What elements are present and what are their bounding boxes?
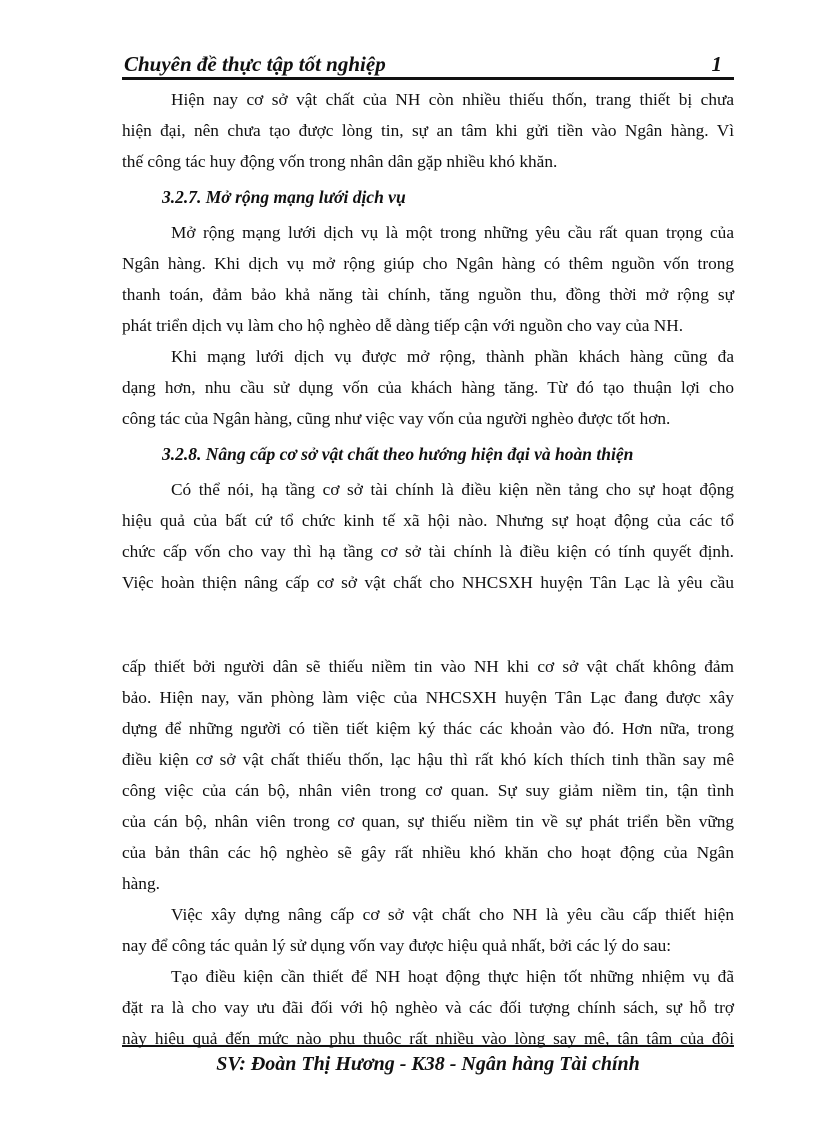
text-line: nay để công tác quản lý sử dụng vốn vay được hiệu quả nhất, bởi các lý do sau: — [122, 936, 672, 955]
header-divider — [122, 77, 734, 80]
document-title: Chuyên đề thực tập tốt nghiệp — [124, 52, 386, 76]
text-line: bảo. Hiện nay, văn phòng làm việc của NHCSXH huyện Tân Lạc đang được xây — [122, 688, 734, 707]
text-line: Tạo điều kiện cần thiết để NH hoạt động thực hiện tốt những nhiệm vụ đã — [171, 967, 734, 986]
text-line: Việc xây dựng nâng cấp cơ sở vật chất cho NH là yêu cầu cấp thiết hiện — [171, 905, 734, 924]
text-line: Việc hoàn thiện nâng cấp cơ sở vật chất cho NHCSXH huyện Tân Lạc là yêu cầu — [122, 573, 734, 592]
page-footer — [122, 1045, 734, 1076]
document-body — [122, 84, 734, 1054]
page-gap — [122, 598, 734, 651]
page-header — [122, 50, 734, 80]
text-line: Có thể nói, hạ tầng cơ sở tài chính là điều kiện nền tảng cho sự hoạt động — [171, 480, 734, 499]
text-line: này hiệu quả đến mức nào phụ thuộc rất nhiều vào lòng say mê, tận tâm của đội — [122, 1029, 734, 1048]
text-line: điều kiện cơ sở vật chất thiếu thốn, lạc hậu thì rất khó kích thích tinh thần say mê — [122, 750, 734, 769]
paragraph — [122, 899, 734, 961]
text-line: công việc của cán bộ, nhân viên trong cơ quan. Sự suy giảm niềm tin, tận tình — [122, 781, 734, 800]
footer-divider — [122, 1045, 734, 1047]
text-line: Mở rộng mạng lưới dịch vụ là một trong những yêu cầu rất quan trọng của — [171, 223, 734, 242]
text-line: Ngân hàng. Khi dịch vụ mở rộng giúp cho Ngân hàng có thêm nguồn vốn trong — [122, 254, 734, 273]
paragraph — [122, 84, 734, 177]
text-line: phát triển dịch vụ làm cho hộ nghèo dễ dàng tiếp cận với nguồn cho vay của NH. — [122, 316, 684, 335]
text-line: thanh toán, đảm bảo khả năng tài chính, tăng nguồn thu, đồng thời mở rộng sự — [122, 285, 734, 304]
paragraph — [122, 651, 734, 899]
text-line: thế công tác huy động vốn trong nhân dân gặp nhiều khó khăn. — [122, 152, 558, 171]
text-line: của bản thân các hộ nghèo sẽ gây rất nhiều khó khăn cho hoạt động của Ngân — [122, 843, 734, 862]
text-line: dạng hơn, nhu cầu sử dụng vốn của khách hàng tăng. Từ đó tạo thuận lợi cho — [122, 378, 734, 397]
paragraph — [122, 341, 734, 434]
text-line: đặt ra là cho vay ưu đãi đối với hộ nghèo và các đối tượng chính sách, sự hỗ trợ — [122, 998, 734, 1017]
text-line: công tác của Ngân hàng, cũng như việc vay vốn của người nghèo được tốt hơn. — [122, 409, 671, 428]
section-heading: 3.2.8. Nâng cấp cơ sở vật chất theo hướng hiện đại và hoàn thiện — [162, 444, 634, 464]
text-line: hàng. — [122, 874, 160, 893]
text-line: hiệu quả của bất cứ tổ chức kinh tế xã hội nào. Nhưng sự hoạt động của các tổ — [122, 511, 734, 530]
page-number: 1 — [711, 52, 722, 76]
text-line: của cán bộ, nhân viên trong cơ quan, sự thiếu niềm tin về sự phát triển bền vững — [122, 812, 734, 831]
paragraph — [122, 217, 734, 341]
paragraph — [122, 474, 734, 598]
text-line: hiện đại, nên chưa tạo được lòng tin, sự an tâm khi gửi tiền vào Ngân hàng. Vì — [122, 121, 734, 140]
text-line: chức cấp vốn cho vay thì hạ tầng cơ sở tài chính là điều kiện có tính quyết định. — [122, 542, 734, 561]
footer-author: SV: Đoàn Thị Hương - K38 - Ngân hàng Tài chính — [216, 1053, 640, 1075]
text-line: cấp thiết bởi người dân sẽ thiếu niềm tin vào NH khi cơ sở vật chất không đảm — [122, 657, 734, 676]
text-line: dựng để những người có tiền tiết kiệm ký thác các khoản vào đó. Hơn nữa, trong — [122, 719, 734, 738]
paragraph — [122, 961, 734, 1054]
section-heading: 3.2.7. Mở rộng mạng lưới dịch vụ — [162, 187, 406, 207]
text-line: Hiện nay cơ sở vật chất của NH còn nhiều thiếu thốn, trang thiết bị chưa — [171, 90, 734, 109]
text-line: Khi mạng lưới dịch vụ được mở rộng, thành phần khách hàng cũng đa — [171, 347, 734, 366]
